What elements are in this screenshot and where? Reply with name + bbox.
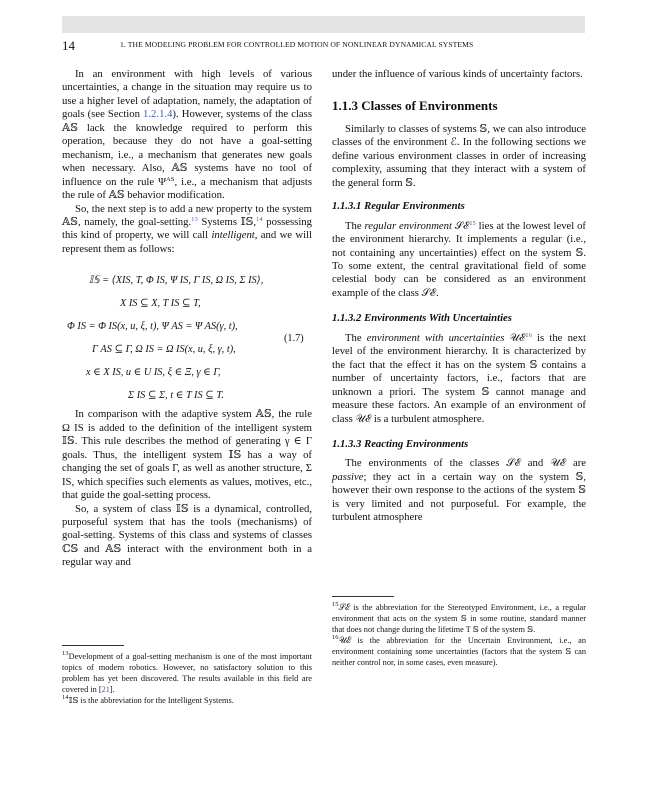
footnotes-left	[62, 651, 312, 706]
subsection-heading-regular: 1.1.3.1 Regular Environments	[332, 200, 465, 213]
paragraph-comparison: In comparison with the adaptive system 𝔸𝕊, the rule Ω IS is added to the definition of the intelligent system 𝕀𝕊. This rule describes the method of generating γ ∈ Γ goals. Thus, the intelligent system 𝕀𝕊 has a way of changing the set of goals Γ, as well as another structure, Σ IS, which specifies such elements as values, motives, etc., that guide the goal-setting process.	[62, 408, 312, 502]
right-column	[332, 68, 586, 525]
eq-line-4: Γ AS ⊆ Γ, Ω IS = Ω IS(x, u, ξ, γ, t),	[92, 344, 236, 356]
page-number: 14	[62, 38, 75, 53]
paragraph-environment-classes: Similarly to classes of systems 𝕊, we can also introduce classes of the environment ℰ. In the following sections we define various environment classes in order of increasing complexity, assuming that they interact with a system of the general form 𝕊.	[332, 122, 586, 189]
section-heading: 1.1.3 Classes of Environments	[332, 98, 498, 114]
eq-line-1: 𝕀𝕊 = ⟨XIS, T, Φ IS, Ψ IS, Γ IS, Ω IS, Σ IS⟩,	[89, 275, 264, 287]
footnote-ref-15[interactable]: 15	[469, 219, 476, 227]
paragraph-goal-setting: So, the next step is to add a new property to the system 𝔸𝕊, namely, the goal-setting.$^{13}$ Systems 𝕀𝕊,$^{14}$ possessing this kind of property, we will call intelligent, and we will represent them as follows:	[62, 202, 312, 255]
citation-link[interactable]: 21	[101, 685, 110, 695]
header-bar	[62, 16, 585, 33]
footnote-16: $^{16}$𝒰ℰ is the abbreviation for the Uncertain Environment, i.e., an environment containing some uncertainties (factors that the system 𝕊 can neither control nor, in some cases, even measure).	[332, 634, 586, 668]
equation-1-7	[62, 260, 312, 402]
eq-line-6: Σ IS ⊆ Σ, t ∈ T IS ⊆ T.	[128, 390, 224, 402]
footnote-ref-14[interactable]: 14	[256, 215, 263, 223]
footnote-13: $^{13}$Development of a goal-setting mechanism is one of the most important topics of modern robotics. However, no satisfactory solution to this problem has yet been discovered. The results available in this field are covered in [21].	[62, 650, 312, 695]
eq-line-2: X IS ⊆ X, T IS ⊆ T,	[120, 298, 201, 310]
footnote-rule-right	[332, 596, 394, 597]
left-column	[62, 68, 312, 570]
paragraph-uncertain-environments: The environment with uncertainties 𝒰ℰ$^{16}$ is the next level of the environment hierarchy. It is characterized by the fact that the effect it has on the system 𝕊 contains a number of uncertainty factors, i.e., factors that are unknown a priori. The system 𝕊 cannot manage and measure these factors. An example of an environment of class 𝒰ℰ is a turbulent atmosphere.	[332, 331, 586, 425]
footnote-ref-16[interactable]: 16	[525, 331, 532, 339]
running-title: 1. THE MODELING PROBLEM FOR CONTROLLED MOTION OF NONLINEAR DYNAMICAL SYSTEMS	[120, 40, 474, 49]
paragraph-continuation: under the influence of various kinds of uncertainty factors.	[332, 68, 583, 80]
paragraph-regular-environments: The regular environment 𝒮ℰ$^{15}$ lies at the lowest level of the environment hierarchy. It implements a regular (i.e., not containing any uncertainties) effect on the system 𝕊. To some extent, the central gravitational field of some celestial body can be considered as an environment example of the class 𝒮ℰ.	[332, 219, 586, 299]
paragraph-class-is: So, a system of class 𝕀𝕊 is a dynamical, controlled, purposeful system that has the tools (mechanisms) of goal-setting. Systems of this class and systems of classes ℂ𝕊 and 𝔸𝕊 interact with the environment both in a regular way and	[62, 502, 312, 569]
eq-line-3: Φ IS = Φ IS(x, u, ξ, t), Ψ AS = Ψ AS(γ, t),	[67, 321, 238, 333]
footnote-rule-left	[62, 645, 124, 646]
footnote-14: $^{14}$𝕀𝕊 is the abbreviation for the Intelligent Systems.	[62, 694, 234, 706]
footnotes-right	[332, 602, 586, 669]
equation-number: (1.7)	[284, 333, 304, 345]
section-link[interactable]: 1.2.1.4	[143, 108, 173, 121]
subsection-heading-reacting: 1.1.3.3 Reacting Environments	[332, 437, 469, 450]
subsection-heading-uncertainties: 1.1.3.2 Environments With Uncertainties	[332, 312, 512, 325]
paragraph-adaptation-of-goals: In an environment with high levels of various uncertainties, a change in the situation may require us to use a higher level of adaptation, namely, the adaptation of goals (see Section 1.2.1.4). However, systems of the class 𝔸𝕊 lack the knowledge required to perform this operation, because they do not have a goal-setting mechanism, i.e., a mechanism that generates new goals when necessary. Also, 𝔸𝕊 systems have no tool of influence on the rule $\Psi^{AS}$, i.e., a mechanism that adjusts the rule of 𝔸𝕊 behavior modification.	[62, 68, 312, 202]
paragraph-reacting-environments: The environments of the classes 𝒮ℰ and 𝒰ℰ are passive; they act in a certain way on the system 𝕊, however their own response to the actions of the system 𝕊 is very limited and not purposeful. For example, the turbulent atmosphere	[332, 457, 586, 524]
footnote-15: $^{15}$𝒮ℰ is the abbreviation for the Stereotyped Environment, i.e., a regular environment that acts on the system 𝕊 in some routine, standard manner that does not change during the lifetime T 𝕊 of the system 𝕊.	[332, 601, 586, 635]
eq-line-5: x ∈ X IS, u ∈ U IS, ξ ∈ Ξ, γ ∈ Γ,	[86, 367, 221, 379]
footnote-ref-13[interactable]: 13	[191, 215, 198, 223]
